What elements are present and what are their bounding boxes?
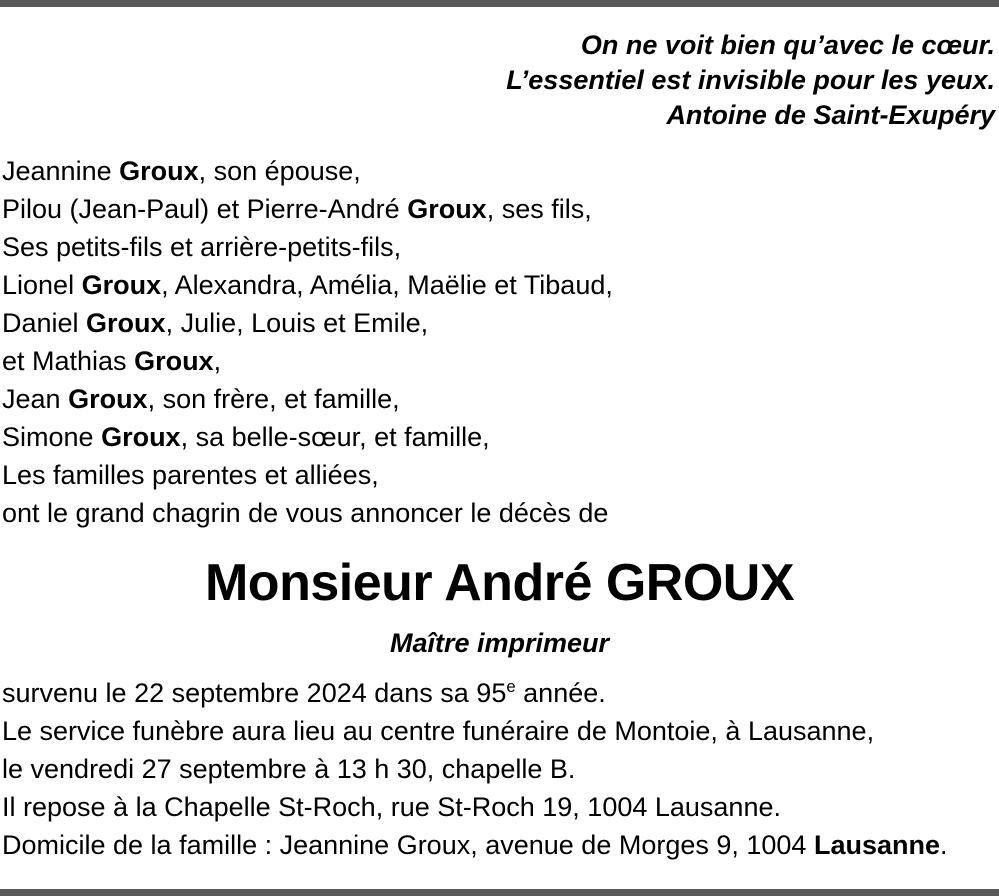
family-line-6-post: , xyxy=(213,346,222,376)
epigraph-line-2: L’essentiel est invisible pour les yeux. xyxy=(506,65,995,95)
family-line-1-surname: Groux xyxy=(119,156,199,186)
family-line-1-post: , son épouse, xyxy=(198,156,361,186)
family-line-2 xyxy=(2,190,997,228)
epigraph-attribution: Antoine de Saint-Exupéry xyxy=(666,100,995,130)
details-line-5-post: . xyxy=(940,830,948,860)
family-line-7-pre: Jean xyxy=(2,384,69,414)
family-line-9: Les familles parentes et alliées, xyxy=(2,460,379,490)
deceased-title: Maître imprimeur xyxy=(389,628,610,658)
epigraph-block xyxy=(2,28,997,133)
details-line-5-pre: Domicile de la famille : Jeannine Groux, avenue de Morges 9, 1004 xyxy=(2,830,814,860)
family-line-5-post: , Julie, Louis et Emile, xyxy=(165,308,429,338)
details-line-1-pre: survenu le 22 septembre 2024 dans sa 95 xyxy=(2,678,507,708)
bottom-rule xyxy=(0,889,999,896)
details-line-2: Le service funèbre aura lieu au centre funéraire de Montoie, à Lausanne, xyxy=(2,716,875,746)
family-line-2-surname: Groux xyxy=(407,194,487,224)
family-line-7-surname: Groux xyxy=(68,384,148,414)
family-line-4-surname: Groux xyxy=(81,270,162,300)
family-line-1 xyxy=(2,152,997,190)
family-line-2-post: , ses fils, xyxy=(486,194,592,224)
details-line-1-ordinal: e xyxy=(506,677,516,696)
details-line-5 xyxy=(2,826,997,864)
family-line-8-pre: Simone xyxy=(2,422,102,452)
family-line-3: Ses petits-fils et arrière-petits-fils, xyxy=(2,232,402,262)
family-line-6-pre: et Mathias xyxy=(2,346,135,376)
details-line-1-post: année. xyxy=(515,678,606,708)
details-line-3: le vendredi 27 septembre à 13 h 30, chapelle B. xyxy=(2,754,576,784)
family-line-4-pre: Lionel xyxy=(2,270,82,300)
family-line-5 xyxy=(2,304,997,342)
family-line-4-post: , Alexandra, Amélia, Maëlie et Tibaud, xyxy=(161,270,613,300)
details-line-4: Il repose à la Chapelle St-Roch, rue St-Roch 19, 1004 Lausanne. xyxy=(2,792,781,822)
family-line-1-pre: Jeannine xyxy=(2,156,120,186)
family-line-5-surname: Groux xyxy=(86,308,166,338)
family-line-7 xyxy=(2,380,997,418)
family-line-8 xyxy=(2,418,997,456)
top-rule xyxy=(0,0,999,7)
deceased-name: Monsieur André GROUX xyxy=(204,554,794,612)
details-block xyxy=(2,674,997,864)
family-line-10: ont le grand chagrin de vous annoncer le décès de xyxy=(2,498,609,528)
family-line-8-surname: Groux xyxy=(101,422,181,452)
notice-content xyxy=(0,7,999,889)
family-line-5-pre: Daniel xyxy=(2,308,87,338)
family-list xyxy=(2,152,997,532)
family-line-6-surname: Groux xyxy=(134,346,214,376)
family-line-6 xyxy=(2,342,997,380)
family-line-4 xyxy=(2,266,997,304)
epigraph-line-1: On ne voit bien qu’avec le cœur. xyxy=(580,30,995,60)
family-line-2-pre: Pilou (Jean-Paul) et Pierre-André xyxy=(2,194,408,224)
family-line-8-post: , sa belle-sœur, et famille, xyxy=(180,422,490,452)
details-line-1 xyxy=(2,674,997,712)
family-line-7-post: , son frère, et famille, xyxy=(147,384,400,414)
details-line-5-city: Lausanne xyxy=(813,830,940,860)
